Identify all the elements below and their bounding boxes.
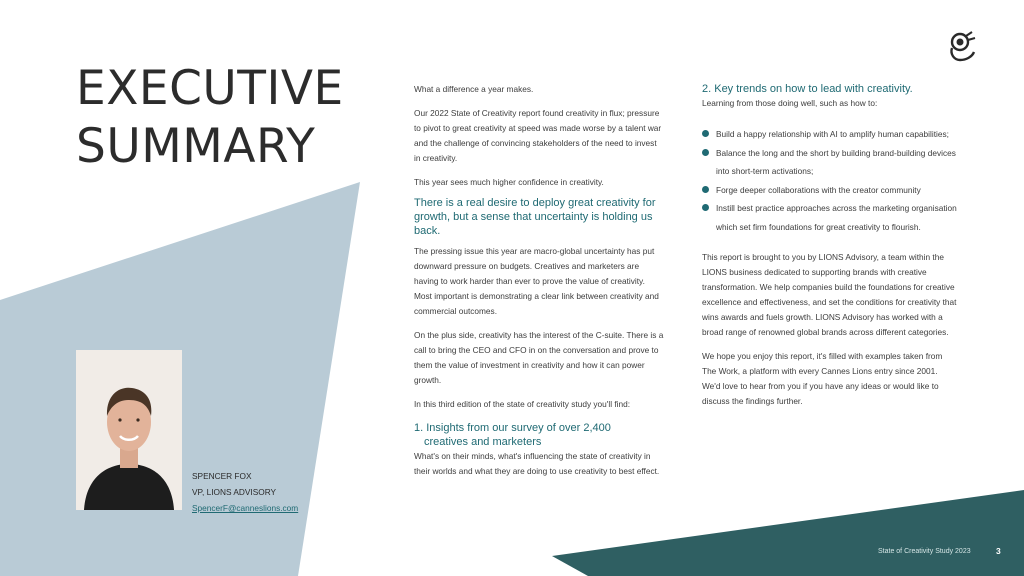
portrait-illustration [76, 350, 182, 510]
email-link[interactable]: SpencerF@canneslions.com [192, 503, 299, 513]
paragraph: What a difference a year makes. [414, 84, 534, 94]
paragraph: The pressing issue this year are macro-global uncertainty has put downward pressure on budgets. Creatives and marketers are having to work harder than ever to prove the value of creativity. Most important is demonstrating a clear link between creativity and commercial outcomes. [414, 246, 659, 316]
trend-list [702, 125, 957, 236]
teal-shape [552, 490, 1024, 576]
title-line-2: SUMMARY [76, 119, 316, 174]
section-heading-2: 2. Key trends on how to lead with creativity. [702, 83, 913, 95]
heading-line: 1. Insights from our survey of over 2,400 [414, 422, 611, 434]
paragraph: On the plus side, creativity has the interest of the C-suite. There is a call to bring the CEO and CFO in on the conversation and prove to them the value of investment in creativity and how it can power growth. [414, 330, 664, 385]
person-name: SPENCER FOX [192, 471, 252, 481]
page-number: 3 [996, 546, 1001, 556]
page-title [76, 60, 344, 176]
contact-block [192, 468, 298, 516]
footer-title: State of Creativity Study 2023 [878, 548, 971, 555]
paragraph: What's on their minds, what's influencing the state of creativity in their worlds and what they are doing to use creativity to best effect. [414, 451, 660, 476]
list-item: Balance the long and the short by building brand-building devices into short-term activations; [702, 144, 957, 181]
person-role: VP, LIONS ADVISORY [192, 487, 277, 497]
paragraph: Learning from those doing well, such as how to: [702, 98, 878, 108]
paragraph: We hope you enjoy this report, it's filled with examples taken from The Work, a platform with every Cannes Lions entry since 2001. We'd love to hear from you if you have any ideas or would like to discuss the findings further. [702, 351, 943, 406]
list-item: Forge deeper collaborations with the creator community [702, 181, 957, 200]
right-text-column [702, 82, 957, 418]
left-text-column [414, 82, 664, 488]
list-item: Instill best practice approaches across the marketing organisation which set firm foundations for great creativity to flourish. [702, 199, 957, 236]
section-heading-1 [414, 421, 664, 449]
heading-line: creatives and marketers [424, 436, 542, 448]
pull-quote: There is a real desire to deploy great creativity for growth, but a sense that uncertainty is holding us back. [414, 197, 656, 237]
portrait-photo [76, 350, 182, 510]
list-item: Build a happy relationship with AI to amplify human capabilities; [702, 125, 957, 144]
title-line-1: EXECUTIVE [76, 61, 344, 116]
paragraph: This report is brought to you by LIONS Advisory, a team within the LIONS business dedicated to supporting brands with creative transformation. We help companies build the foundations for creative excellence and effectiveness, and set the conditions for creativity that wins awards and fuels growth. LIONS Advisory has worked with a broad range of renowned global brands across different categories. [702, 252, 957, 337]
paragraph: This year sees much higher confidence in creativity. [414, 177, 604, 187]
paragraph: Our 2022 State of Creativity report found creativity in flux; pressure to pivot to great creativity at speed was made worse by a talent war and the challenge of convincing stakeholders of the need to invest in creativity. [414, 108, 662, 163]
lion-logo-icon [946, 30, 978, 64]
paragraph: In this third edition of the state of creativity study you'll find: [414, 399, 631, 409]
